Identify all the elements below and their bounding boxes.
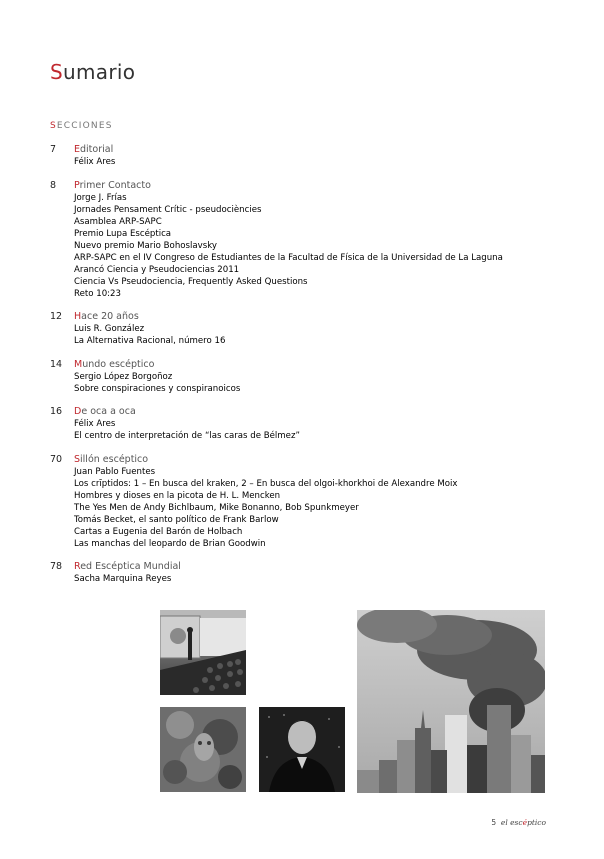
toc-article-title: Ciencia Vs Pseudociencia, Frequently Asked Questions [74,276,308,287]
toc-author: Sergio López Borgoñoz [74,371,173,382]
toc-author: Sacha Marquina Reyes [74,574,172,584]
section-title-initial: M [74,358,83,370]
section-title-initial: H [74,311,82,322]
section-title [74,144,570,156]
section-title-rest: e oca a oca [81,406,136,417]
page-footer [491,818,546,827]
toc-author: Félix Ares [74,419,116,429]
toc-page-number: 7 [50,144,57,155]
toc-entry [50,180,570,300]
portrait-photo [259,707,345,792]
section-title-rest: rimer Contacto [79,179,151,191]
face-stain-photo [160,707,246,792]
toc-entry [50,359,570,395]
toc-article-title: Jornades Pensament Crític - pseudociències [74,204,262,215]
toc-entry-body [74,144,570,168]
toc-article-title: ARP-SAPC en el IV Congreso de Estudiantes de la Facultad de Física de la Universidad de La Laguna [74,252,503,263]
toc-author: Jorge J. Frías [74,192,127,203]
toc-article-title: Las manchas del leopardo de Brian Goodwin [74,538,266,549]
toc-article-title: Cartas a Eugenia del Barón de Holbach [74,526,243,537]
toc-entry-body [74,180,570,300]
magazine-name-part-1: el esc [500,818,523,827]
section-title-rest: undo escéptico [82,358,155,370]
toc-article-title: Hombres y dioses en la picota de H. L. Mencken [74,490,281,501]
toc-author: Luis R. González [74,324,145,334]
toc-entry-body [74,406,570,442]
toc-entry-body [74,311,570,347]
section-title [74,561,570,573]
toc-article-title: Nuevo premio Mario Bohoslavsky [74,240,217,251]
toc-entry-body [74,454,570,550]
section-title-initial: S [74,453,81,465]
toc-article-title: Arancó Ciencia y Pseudociencias 2011 [74,264,240,275]
toc-entry-body [74,359,570,395]
section-title-rest: ed Escéptica Mundial [80,561,181,572]
toc-article-title: Reto 10:23 [74,288,121,299]
toc-page-number: 78 [50,561,63,572]
section-title [74,406,570,418]
toc-page-number: 12 [50,311,63,322]
section-title [74,359,570,371]
toc-article-title: Asamblea ARP-SAPC [74,216,162,227]
sections-heading-rest: ECCIONES [56,121,113,131]
section-title-initial: E [74,144,81,155]
section-title-initial: R [74,561,81,572]
page-title [50,60,135,84]
toc-article-title: El centro de interpretación de “las caras de Bélmez” [74,431,300,441]
toc-entry-body [74,561,570,585]
section-title-rest: ace 20 años [81,311,139,322]
towers-smoke-photo [357,610,545,793]
toc-article-title: The Yes Men de Andy Bichlbaum, Mike Bonanno, Bob Spunkmeyer [74,502,359,513]
section-title [74,454,570,466]
magazine-name-accent: é [522,818,528,827]
magazine-name-part-2: ptico [527,818,546,827]
sections-heading-initial: S [50,121,57,131]
title-rest: umario [63,60,136,84]
toc-entry [50,454,570,550]
sections-heading [50,121,113,131]
toc-page-number: 70 [50,453,63,465]
section-title-initial: P [74,179,80,191]
toc-entry [50,406,570,442]
toc-entry [50,311,570,347]
title-initial: S [50,60,63,84]
toc-page-number: 16 [50,406,63,417]
toc-author: Juan Pablo Fuentes [74,466,156,477]
toc-article-title: Tomás Becket, el santo político de Frank Barlow [74,514,279,525]
conference-photo [160,610,246,695]
section-title-rest: ditorial [80,144,114,155]
magazine-name [501,818,546,827]
toc-article-title: Premio Lupa Escéptica [74,228,172,239]
toc-page-number: 8 [50,179,57,191]
table-of-contents [50,144,570,597]
toc-article-title: La Alternativa Racional, número 16 [74,336,226,346]
section-title-initial: D [74,406,82,417]
toc-entry [50,561,570,585]
toc-article-title: Sobre conspiraciones y conspiranoicos [74,383,241,394]
toc-article-title: Los crīptidos: 1 – En busca del kraken, 2 – En busca del olgoi-khorkhoi de Alexandre Moix [74,478,458,489]
toc-entry [50,144,570,168]
page-number: 5 [491,818,497,827]
section-title [74,180,570,192]
section-title [74,311,570,323]
section-title-rest: illón escéptico [80,453,149,465]
toc-page-number: 14 [50,358,63,370]
toc-author: Félix Ares [74,157,116,167]
